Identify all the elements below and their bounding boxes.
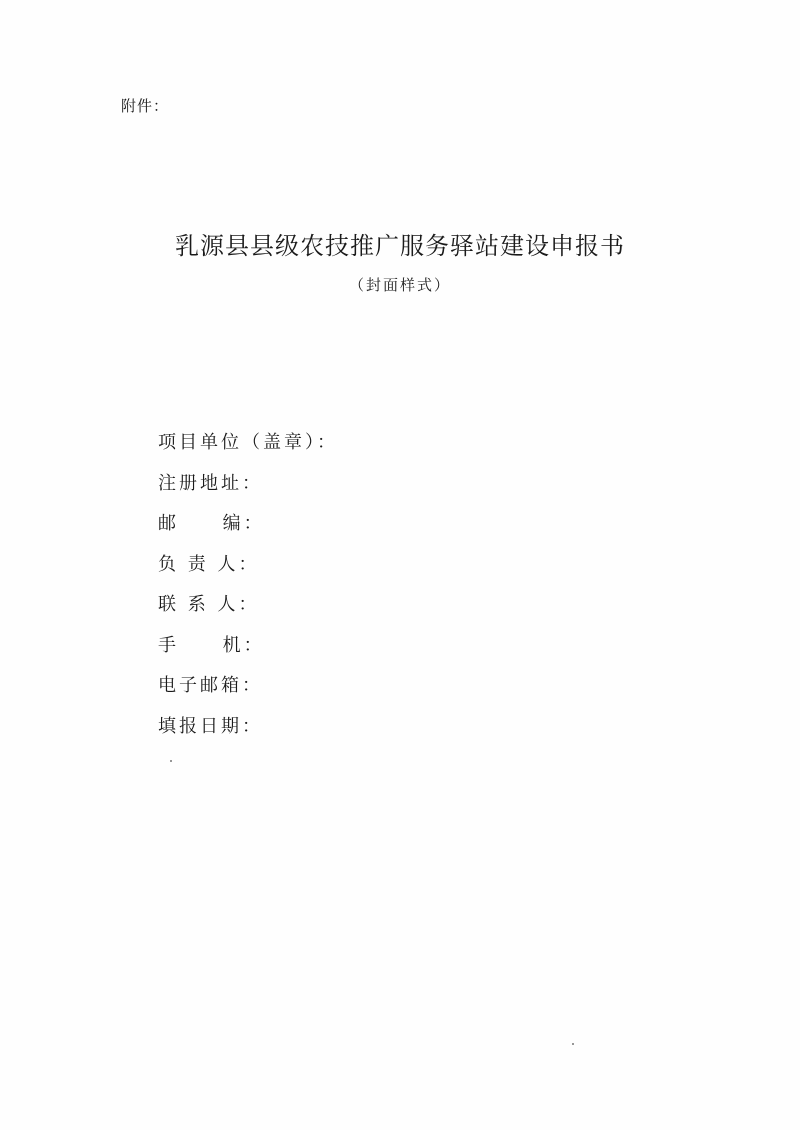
field-registered-address: 注册地址： (158, 472, 263, 494)
field-postal-code: 邮 编： (158, 513, 265, 534)
document-subtitle: （封面样式） (348, 276, 451, 294)
attachment-label: 附件： (121, 97, 170, 115)
field-project-unit: 项目单位（盖章）： (158, 432, 338, 453)
scan-speck (170, 760, 172, 762)
field-report-date: 填报日期： (158, 715, 263, 737)
field-contact-person: 联 系 人： (158, 594, 260, 615)
field-mobile: 手 机： (158, 634, 265, 656)
scan-speck (572, 1043, 574, 1045)
field-person-in-charge: 负 责 人： (158, 553, 260, 575)
document-title: 乳源县县级农技推广服务驿站建设申报书 (175, 232, 625, 260)
field-email: 电子邮箱： (158, 675, 263, 696)
cover-fields (158, 430, 338, 754)
